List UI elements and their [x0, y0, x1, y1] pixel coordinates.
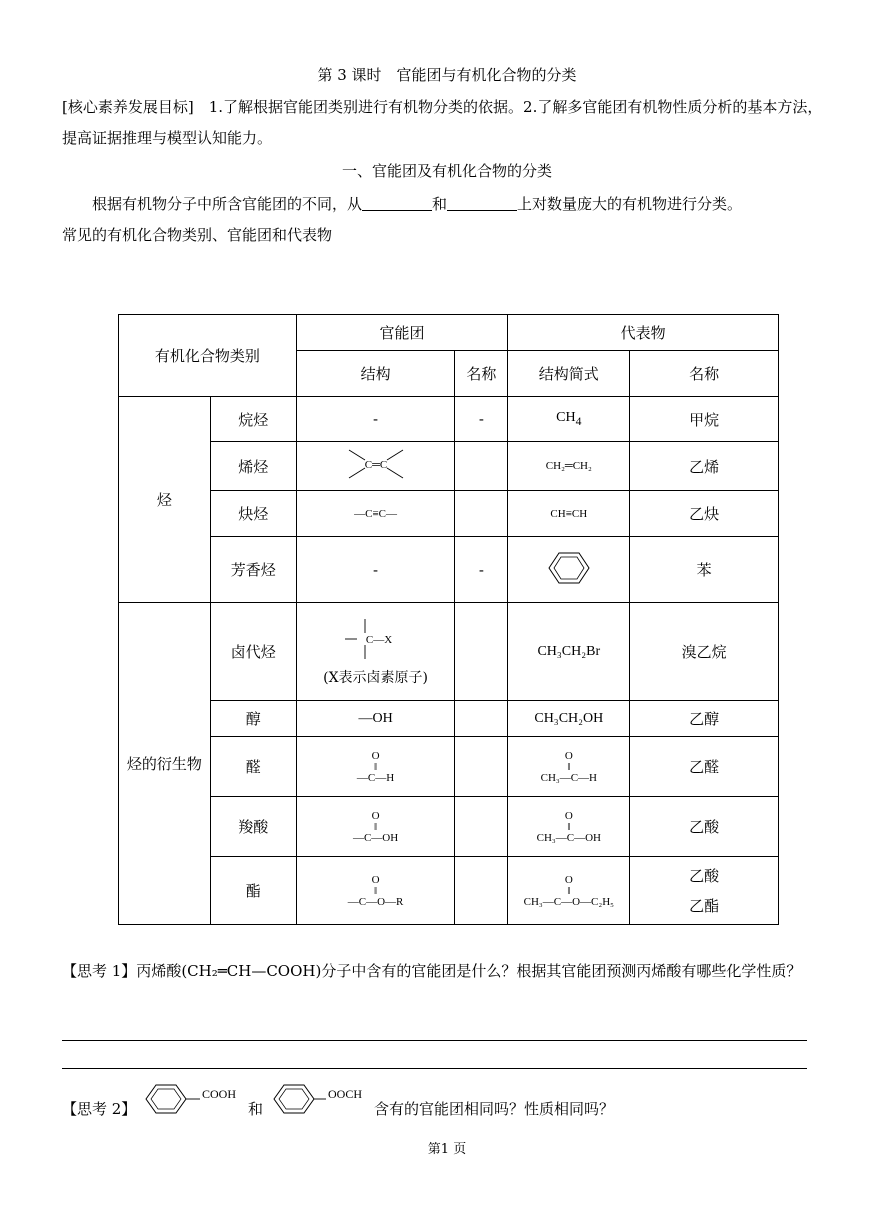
think2-text: 含有的官能团相同吗？性质相同吗？	[374, 1100, 615, 1118]
header-fg-name: 名称	[455, 351, 508, 397]
carbonyl-o: O	[371, 873, 380, 886]
double-bond-mark: ‖	[567, 884, 571, 897]
table-row	[119, 857, 779, 925]
cat-cell: 醛	[210, 737, 296, 797]
alkene-group-text: C═C	[364, 459, 387, 471]
repname-cell: 乙醛	[630, 737, 779, 797]
intro-part2: 和	[432, 195, 448, 213]
carbonyl-o: O	[564, 809, 573, 822]
rep-cell	[508, 797, 630, 857]
section-title: 一、官能团及有机化合物的分类	[341, 162, 552, 180]
fgname-cell	[455, 797, 508, 857]
repname-cell: 乙烯	[630, 442, 779, 491]
rep-formula: CH	[556, 410, 576, 426]
answer-line-2[interactable]	[62, 1068, 807, 1069]
fgname-cell	[455, 603, 508, 701]
repname-cell: 甲烷	[630, 397, 779, 442]
fg-cell	[296, 737, 455, 797]
fgname-cell	[455, 491, 508, 537]
fgname-cell: -	[455, 537, 508, 603]
cat-cell: 炔烃	[210, 491, 296, 537]
carbonyl-o: O	[371, 809, 380, 822]
group-hydrocarbon: 烃	[119, 397, 211, 603]
carbonyl-o: O	[564, 873, 573, 886]
rep-cell: CH₃CH₂Br	[508, 603, 630, 701]
think-1	[62, 956, 832, 986]
fg-cell: -	[296, 537, 455, 603]
blank-2[interactable]	[447, 196, 517, 211]
carboxyl-group-text: —C—OH	[352, 831, 399, 844]
rep-cell: CH₂═CH₂	[508, 442, 630, 491]
table-row	[119, 737, 779, 797]
repname-cell: 乙醇	[630, 701, 779, 737]
think2-label: 【思考 2】	[62, 1100, 137, 1118]
double-bond-mark: ‖	[374, 760, 378, 773]
rep-cell	[508, 397, 630, 442]
alkene-group-diagram	[341, 446, 411, 482]
table-row	[119, 797, 779, 857]
repname-line1: 乙酸	[689, 866, 720, 885]
intro-line2: 常见的有机化合物类别、官能团和代表物	[62, 226, 333, 244]
intro	[62, 189, 832, 251]
halide-group-diagram	[341, 617, 411, 661]
carbonyl-o: O	[371, 749, 380, 762]
header-simple-formula: 结构简式	[508, 351, 630, 397]
halide-note: (X表示卤素原子)	[323, 669, 429, 686]
cat-cell: 烷烃	[210, 397, 296, 442]
double-bond-mark: ‖	[374, 884, 378, 897]
fg-cell	[296, 603, 455, 701]
goals-text: 1.了解根据官能团类别进行有机物分类的依据。2.了解多官能团有机物性质分析的基本方法，提高证据推理与模型认知能力。	[62, 98, 823, 147]
rep-cell: CH≡CH	[508, 491, 630, 537]
think-2	[62, 1080, 832, 1124]
repname-cell: 溴乙烷	[630, 603, 779, 701]
fg-cell	[296, 442, 455, 491]
fgname-cell	[455, 701, 508, 737]
think2-and: 和	[248, 1100, 264, 1118]
think1-label: 【思考 1】	[62, 962, 137, 980]
cat-cell: 酯	[210, 857, 296, 925]
carbonyl-o: O	[564, 749, 573, 762]
table-row	[119, 491, 779, 537]
header-representative: 代表物	[508, 315, 779, 351]
table-row	[119, 603, 779, 701]
fgname-cell	[455, 442, 508, 491]
benzene-ring-icon	[547, 551, 591, 585]
goals-label: [核心素养发展目标]	[62, 98, 194, 116]
repname-cell	[630, 857, 779, 925]
cat-cell: 卤代烃	[210, 603, 296, 701]
double-bond-mark: ‖	[567, 760, 571, 773]
rep-cell	[508, 537, 630, 603]
header-category: 有机化合物类别	[119, 315, 297, 397]
rep-cell	[508, 857, 630, 925]
fgname-cell	[455, 737, 508, 797]
fg-cell	[296, 797, 455, 857]
acetaldehyde-text: CH₃—C—H	[540, 771, 598, 784]
ester-group-text: —C—O—R	[347, 895, 404, 908]
rep-cell	[508, 737, 630, 797]
double-bond-mark: ‖	[567, 820, 571, 833]
cooh-text: COOH	[202, 1087, 237, 1101]
repname-cell: 苯	[630, 537, 779, 603]
repname-cell: 乙炔	[630, 491, 779, 537]
ooch-text: OOCH	[328, 1087, 363, 1101]
header-rep-name: 名称	[630, 351, 779, 397]
cat-cell: 羧酸	[210, 797, 296, 857]
repname-cell: 乙酸	[630, 797, 779, 857]
rep-subscript: 4	[575, 414, 582, 428]
cat-cell: 醇	[210, 701, 296, 737]
repname-line2: 乙酯	[689, 896, 720, 915]
fg-cell: —OH	[296, 701, 455, 737]
goals	[62, 92, 832, 154]
header-functional-group: 官能团	[296, 315, 508, 351]
fgname-cell	[455, 857, 508, 925]
fgname-cell: -	[455, 397, 508, 442]
table-row	[119, 537, 779, 603]
fg-cell: -	[296, 397, 455, 442]
fg-cell: —C≡C—	[296, 491, 455, 537]
double-bond-mark: ‖	[374, 820, 378, 833]
answer-line-1[interactable]	[62, 1040, 807, 1041]
group-derivative: 烃的衍生物	[119, 603, 211, 925]
blank-1[interactable]	[362, 196, 432, 211]
think1-text: 丙烯酸(CH₂═CH—COOH)分子中含有的官能团是什么？根据其官能团预测丙烯酸有哪些化学性质？	[136, 962, 802, 980]
table-row	[119, 701, 779, 737]
table-row	[119, 442, 779, 491]
rep-cell: CH₃CH₂OH	[508, 701, 630, 737]
acetic-acid-text: CH₃—C—OH	[536, 831, 601, 844]
cat-cell: 烯烃	[210, 442, 296, 491]
ethyl-acetate-text: CH₃—C—O—C₂H₅	[523, 895, 614, 908]
aldehyde-group-text: —C—H	[356, 771, 395, 784]
header-structure: 结构	[296, 351, 455, 397]
halide-group-text: C—X	[365, 633, 392, 646]
page-number: 第1 页	[427, 1142, 467, 1157]
cat-cell: 芳香烃	[210, 537, 296, 603]
classification-table	[118, 314, 779, 925]
table-row	[119, 397, 779, 442]
page-title: 第 3 课时 官能团与有机化合物的分类	[317, 66, 577, 84]
intro-part1: 根据有机物分子中所含官能团的不同，从	[92, 195, 363, 213]
fg-cell	[296, 857, 455, 925]
intro-part3: 上对数量庞大的有机物进行分类。	[517, 195, 743, 213]
